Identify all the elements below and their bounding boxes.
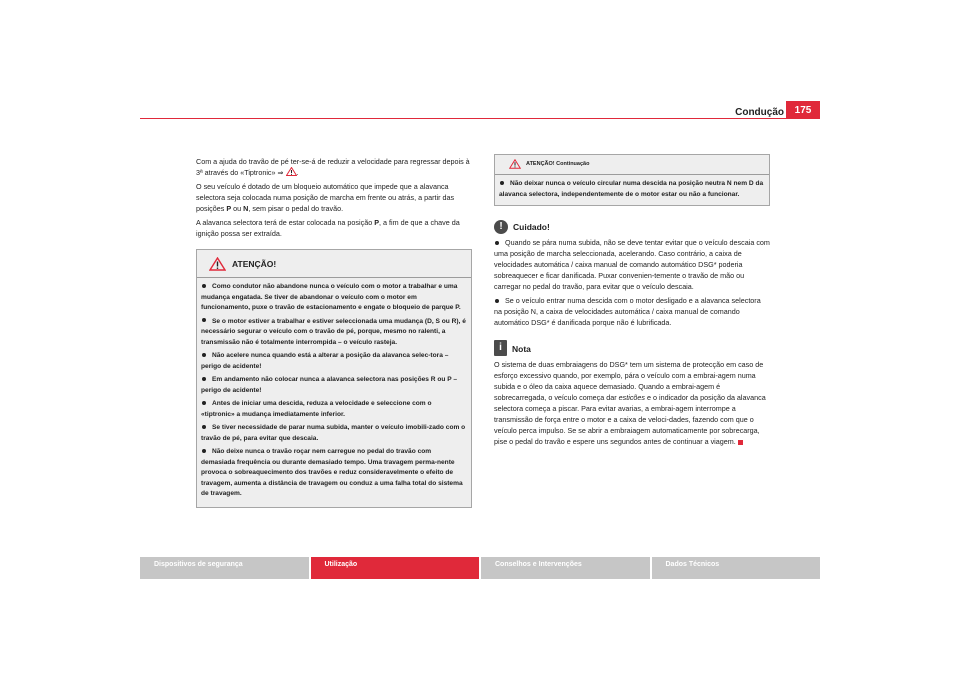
text-run: , a fim de que a chave da ignição possa ser extraída. <box>196 218 460 238</box>
end-of-section-icon <box>738 440 743 445</box>
note-header <box>494 338 770 356</box>
position-n: N <box>243 204 249 213</box>
warning-text: Não acelere nunca quando está a alterar a posição da alavanca selec-tora – perigo de acidente! <box>201 352 449 370</box>
tab-dispositivos-seguranca[interactable]: Dispositivos de segurança <box>140 557 309 579</box>
warning-item <box>201 447 467 500</box>
note-icon: i <box>494 340 507 356</box>
chapter-title: Condução <box>735 107 784 118</box>
caution-title: Cuidado! <box>513 222 550 232</box>
tab-conselhos-intervencoes[interactable]: Conselhos e Intervenções <box>481 557 650 579</box>
bullet-icon <box>202 377 206 381</box>
caution-item <box>494 295 770 328</box>
continuation-header <box>499 157 765 171</box>
warning-triangle-icon <box>209 257 226 271</box>
caution-text: Quando se pára numa subida, não se deve tentar evitar que o veículo descaia com uma posição de marcha seleccionada, acelerando. Caso contrário, a caixa de velocidades automática / caixa manual de comando automático DSG* poderia sobreaquecer e ficar danificada. Puxar convenien-temente o travão de mão ou carregar no pedal do travão, para evitar que o veículo descaia. <box>494 238 770 291</box>
text-run: ou <box>231 204 244 213</box>
warning-continuation-box <box>494 154 770 206</box>
bullet-icon <box>202 449 206 453</box>
bullet-icon <box>202 353 206 357</box>
bullet-icon <box>202 401 206 405</box>
warning-text: Se o motor estiver a trabalhar e estiver seleccionada uma mudança (D, S ou R), é necessário segurar o veículo com o travão de pé, porque, mesmo no ralenti, a transmissão não é totalmente interrompida – o veículo rasteja. <box>201 317 466 346</box>
warning-triangle-icon <box>509 159 521 169</box>
paragraph-lock <box>196 181 472 214</box>
bullet-icon <box>202 318 206 322</box>
emphasis: esticões <box>618 393 646 402</box>
warning-item <box>201 317 467 349</box>
header-rule <box>140 118 820 119</box>
warning-text: Antes de iniciar uma descida, reduza a velocidade e seleccione com o «tiptronic» a mudança imediatamente inferior. <box>201 400 432 418</box>
caution-header <box>494 216 770 234</box>
page-number: 175 <box>786 101 820 118</box>
note-paragraph <box>494 359 770 447</box>
warning-triangle-icon <box>286 167 297 176</box>
continuation-title: ATENÇÃO! Continuação <box>526 160 590 167</box>
warning-text: Como condutor não abandone nunca o veículo com o motor a trabalhar e uma mudança engatada. Se tiver de abandonar o veículo com o motor em funcionamento, puxe o travão de estacionamento e engate o bloqueio de parque P. <box>201 283 461 311</box>
paragraph-text: Com a ajuda do travão de pé ter-se-á de reduzir a velocidade para regressar depois à 3ª através do «Tiptronic» ⇒ <box>196 157 470 177</box>
warning-divider <box>197 277 471 278</box>
paragraph-end: . <box>296 168 299 177</box>
page-header <box>0 0 960 120</box>
bullet-icon <box>202 425 206 429</box>
warning-item <box>201 423 467 444</box>
warning-header <box>201 254 467 274</box>
warning-list <box>201 282 467 500</box>
bullet-icon <box>495 241 499 245</box>
note-title: Nota <box>512 344 531 354</box>
bullet-icon <box>500 181 504 185</box>
left-column <box>196 156 472 508</box>
bullet-icon <box>495 299 499 303</box>
bullet-icon <box>202 284 206 288</box>
footer-nav <box>140 557 820 579</box>
continuation-divider <box>495 174 769 175</box>
continuation-text: Não deixar nunca o veículo circular numa descida na posição neutra N nem D da alavanca selectora, independentemente de o motor estar ou não a funcionar. <box>499 180 764 198</box>
right-column <box>494 154 770 447</box>
text-run: , sem pisar o pedal do travão. <box>248 204 344 213</box>
text-run: e o indicador da posição da alavanca selectora começa a piscar. Para evitar avarias, a embrai-agem interrompe a transmissão de força entre o motor e a caixa de veloci-dades, fazendo com que o veículo perca impulso. Se se abrir a embraiagem automaticamente por sobrecarga, pise o pedal do travão e espere uns segundos antes de continuar a viagem. <box>494 393 766 446</box>
text-run: A alavanca selectora terá de estar colocada na posição <box>196 218 375 227</box>
warning-title: ATENÇÃO! <box>232 258 277 269</box>
caution-item <box>494 237 770 292</box>
warning-item <box>201 375 467 396</box>
warning-text: Em andamento não colocar nunca a alavanca selectora nas posições R ou P – perigo de acidente! <box>201 376 458 394</box>
position-p: P <box>226 204 232 213</box>
warning-item <box>201 399 467 420</box>
warning-item <box>201 351 467 372</box>
warning-text: Se tiver necessidade de parar numa subida, manter o veículo imobili-zado com o travão de pé, para evitar que descaia. <box>201 424 466 442</box>
tab-dados-tecnicos[interactable]: Dados Técnicos <box>652 557 821 579</box>
tab-utilizacao[interactable]: Utilização <box>311 557 480 579</box>
paragraph-tiptronic <box>196 156 472 178</box>
warning-box <box>196 249 472 508</box>
warning-item <box>201 282 467 314</box>
paragraph-key <box>196 217 472 239</box>
caution-text: Se o veículo entrar numa descida com o motor desligado e a alavanca selectora na posição N, a caixa de velocidades automática / caixa manual de comando automático DSG* é danificada porque não é lubrificada. <box>494 296 761 327</box>
position-p: P <box>374 218 379 227</box>
warning-text: Não deixe nunca o travão roçar nem carregue no pedal do travão com demasiada frequência ou durante demasiado tempo. Uma travagem perma-nente provoca o sobreaquecimento dos travões e reduz consideravelmente o efeito de travagem, aumenta a distância de travagem ou conduz a uma falha total do sistema de travagem. <box>201 448 463 497</box>
text-run: O seu veículo é dotado de um bloqueio automático que impede que a alavanca selectora seja colocada numa posição de marcha em frente ou atrás, a partir das posições <box>196 182 455 213</box>
continuation-item <box>499 179 765 200</box>
caution-circle-icon: ! <box>494 220 508 234</box>
text-run: O sistema de duas embraiagens do DSG* tem um sistema de protecção em caso de esforço excessivo quando, por exemplo, pára o veículo com a embrai-agem numa subida e o óleo da caixa aquece demasiado. Quando a embrai-agem é sobrecarregada, o veículo começa dar <box>494 360 764 402</box>
